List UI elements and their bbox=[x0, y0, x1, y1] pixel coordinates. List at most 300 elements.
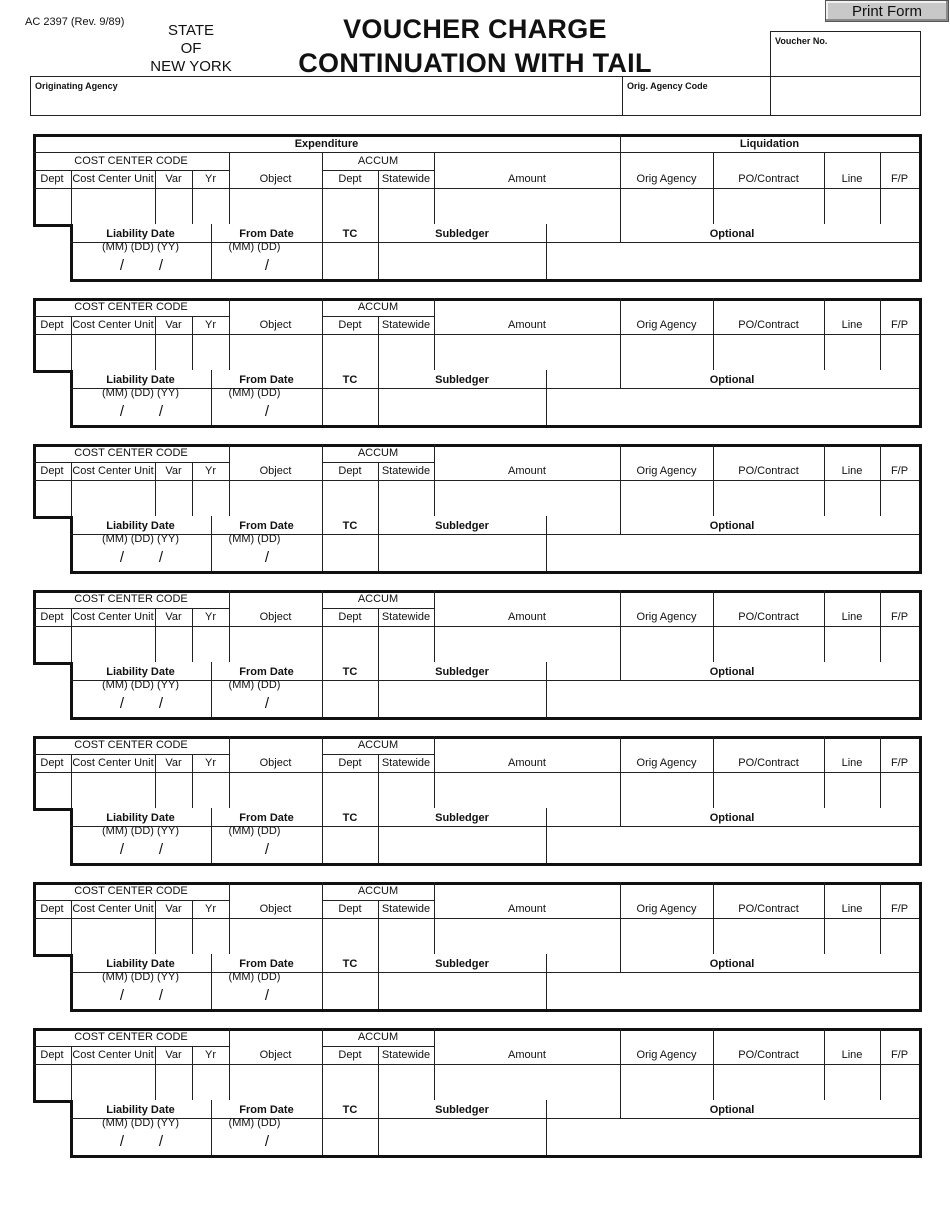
optional-input[interactable] bbox=[547, 681, 919, 717]
yr-input[interactable] bbox=[193, 189, 229, 224]
statewide-header: Statewide bbox=[381, 611, 431, 623]
object-input[interactable] bbox=[230, 773, 322, 808]
entry-bottom-border bbox=[70, 279, 922, 282]
dept-input[interactable] bbox=[34, 335, 71, 370]
subledger-label: Subledger bbox=[435, 812, 489, 824]
yr-input[interactable] bbox=[193, 627, 229, 662]
tc-input[interactable] bbox=[323, 681, 378, 717]
cost-center-unit-header: Cost Center Unit bbox=[72, 173, 154, 185]
object-header: Object bbox=[259, 173, 292, 185]
subledger-input[interactable] bbox=[379, 1119, 546, 1155]
amount-input[interactable] bbox=[435, 919, 620, 954]
amount-header: Amount bbox=[508, 1049, 546, 1061]
date-separator: / bbox=[119, 403, 125, 420]
accum-dept-input[interactable] bbox=[323, 335, 378, 370]
var-input[interactable] bbox=[156, 773, 192, 808]
orig-agency-header: Orig Agency bbox=[636, 319, 697, 331]
dept-header: Dept bbox=[40, 903, 64, 915]
line-header: Line bbox=[841, 611, 863, 623]
subledger-label: Subledger bbox=[435, 520, 489, 532]
po-contract-input[interactable] bbox=[714, 919, 824, 954]
line-input[interactable] bbox=[825, 773, 880, 808]
entry-bottom-border bbox=[70, 1009, 922, 1012]
amount-input[interactable] bbox=[435, 481, 620, 516]
optional-label: Optional bbox=[709, 666, 755, 678]
tail-divider bbox=[620, 808, 621, 826]
object-input[interactable] bbox=[230, 919, 322, 954]
tail-divider bbox=[620, 516, 621, 534]
tail-divider bbox=[620, 370, 621, 388]
from-date-label: From Date bbox=[239, 958, 294, 970]
amount-input[interactable] bbox=[435, 627, 620, 662]
yr-input[interactable] bbox=[193, 335, 229, 370]
liability-date-format: (MM) (DD) (YY) bbox=[102, 533, 179, 545]
cost-center-unit-input[interactable] bbox=[72, 1065, 155, 1100]
orig-agency-input[interactable] bbox=[621, 627, 713, 662]
date-separator: / bbox=[119, 841, 125, 858]
state-line-2: OF bbox=[180, 40, 202, 57]
date-separator: / bbox=[158, 403, 164, 420]
object-input[interactable] bbox=[230, 189, 322, 224]
amount-header: Amount bbox=[508, 757, 546, 769]
entry-notch-border bbox=[33, 516, 73, 519]
statewide-input[interactable] bbox=[379, 189, 434, 224]
cost-center-code-label: COST CENTER CODE bbox=[74, 739, 188, 751]
entry-right-border bbox=[919, 1028, 922, 1158]
from-date-input[interactable] bbox=[212, 838, 322, 863]
date-separator: / bbox=[158, 841, 164, 858]
po-contract-header: PO/Contract bbox=[738, 465, 799, 477]
date-separator: / bbox=[158, 695, 164, 712]
from-date-format: (MM) (DD) bbox=[228, 533, 281, 545]
subledger-input[interactable] bbox=[379, 535, 546, 571]
fp-input[interactable] bbox=[881, 189, 919, 224]
liability-date-label: Liability Date bbox=[106, 520, 175, 532]
var-input[interactable] bbox=[156, 919, 192, 954]
object-header: Object bbox=[259, 465, 292, 477]
fp-header: F/P bbox=[890, 611, 909, 623]
from-date-format: (MM) (DD) bbox=[228, 825, 281, 837]
fp-input[interactable] bbox=[881, 481, 919, 516]
liability-date-format: (MM) (DD) (YY) bbox=[102, 825, 179, 837]
amount-input[interactable] bbox=[435, 773, 620, 808]
subledger-input[interactable] bbox=[379, 389, 546, 425]
entry-bottom-border bbox=[70, 863, 922, 866]
liquidation-header: Liquidation bbox=[739, 138, 800, 150]
tc-input[interactable] bbox=[323, 389, 378, 425]
entry-notch-border bbox=[33, 370, 73, 373]
tc-input[interactable] bbox=[323, 827, 378, 863]
line-input[interactable] bbox=[825, 189, 880, 224]
originating-agency-field[interactable] bbox=[30, 76, 623, 116]
yr-input[interactable] bbox=[193, 481, 229, 516]
from-date-label: From Date bbox=[239, 520, 294, 532]
originating-agency-label: Originating Agency bbox=[35, 81, 118, 91]
yr-input[interactable] bbox=[193, 919, 229, 954]
accum-label: ACCUM bbox=[357, 447, 399, 459]
object-input[interactable] bbox=[230, 481, 322, 516]
accum-dept-header: Dept bbox=[338, 465, 362, 477]
liability-date-input[interactable] bbox=[72, 984, 211, 1009]
statewide-header: Statewide bbox=[381, 757, 431, 769]
po-contract-header: PO/Contract bbox=[738, 173, 799, 185]
po-contract-input[interactable] bbox=[714, 773, 824, 808]
accum-dept-header: Dept bbox=[338, 1049, 362, 1061]
from-date-label: From Date bbox=[239, 1104, 294, 1116]
cost-center-unit-header: Cost Center Unit bbox=[72, 465, 154, 477]
line-input[interactable] bbox=[825, 481, 880, 516]
statewide-input[interactable] bbox=[379, 627, 434, 662]
orig-agency-input[interactable] bbox=[621, 1065, 713, 1100]
po-contract-input[interactable] bbox=[714, 627, 824, 662]
subledger-input[interactable] bbox=[379, 243, 546, 279]
voucher-no-field[interactable] bbox=[770, 31, 921, 77]
fp-header: F/P bbox=[890, 757, 909, 769]
cost-center-subline bbox=[33, 462, 229, 463]
po-contract-header: PO/Contract bbox=[738, 1049, 799, 1061]
cost-center-unit-header: Cost Center Unit bbox=[72, 319, 154, 331]
liability-date-format: (MM) (DD) (YY) bbox=[102, 679, 179, 691]
liability-date-input[interactable] bbox=[72, 546, 211, 571]
liability-date-input[interactable] bbox=[72, 838, 211, 863]
accum-dept-input[interactable] bbox=[323, 189, 378, 224]
dept-header: Dept bbox=[40, 319, 64, 331]
fp-header: F/P bbox=[890, 173, 909, 185]
orig-agency-header: Orig Agency bbox=[636, 757, 697, 769]
object-input[interactable] bbox=[230, 1065, 322, 1100]
dept-input[interactable] bbox=[34, 627, 71, 662]
tc-label: TC bbox=[342, 812, 358, 824]
line-input[interactable] bbox=[825, 335, 880, 370]
fp-header: F/P bbox=[890, 903, 909, 915]
var-header: Var bbox=[165, 173, 182, 185]
subledger-input[interactable] bbox=[379, 973, 546, 1009]
po-contract-input[interactable] bbox=[714, 1065, 824, 1100]
dept-header: Dept bbox=[40, 465, 64, 477]
orig-agency-input[interactable] bbox=[621, 189, 713, 224]
optional-label: Optional bbox=[709, 958, 755, 970]
accum-dept-header: Dept bbox=[338, 757, 362, 769]
po-contract-header: PO/Contract bbox=[738, 611, 799, 623]
liability-date-label: Liability Date bbox=[106, 958, 175, 970]
var-header: Var bbox=[165, 319, 182, 331]
statewide-header: Statewide bbox=[381, 1049, 431, 1061]
yr-header: Yr bbox=[205, 1049, 216, 1061]
cost-center-unit-header: Cost Center Unit bbox=[72, 611, 154, 623]
yr-input[interactable] bbox=[193, 773, 229, 808]
date-separator: / bbox=[264, 987, 270, 1004]
from-date-label: From Date bbox=[239, 228, 294, 240]
entry-bottom-border bbox=[70, 571, 922, 574]
date-separator: / bbox=[158, 987, 164, 1004]
amount-header: Amount bbox=[508, 465, 546, 477]
yr-header: Yr bbox=[205, 319, 216, 331]
amount-input[interactable] bbox=[435, 335, 620, 370]
liability-date-format: (MM) (DD) (YY) bbox=[102, 971, 179, 983]
statewide-input[interactable] bbox=[379, 481, 434, 516]
object-header: Object bbox=[259, 319, 292, 331]
liability-date-label: Liability Date bbox=[106, 228, 175, 240]
statewide-header: Statewide bbox=[381, 173, 431, 185]
accum-dept-header: Dept bbox=[338, 903, 362, 915]
cost-center-unit-input[interactable] bbox=[72, 481, 155, 516]
dept-input[interactable] bbox=[34, 189, 71, 224]
object-input[interactable] bbox=[230, 335, 322, 370]
cost-center-unit-header: Cost Center Unit bbox=[72, 1049, 154, 1061]
cost-center-unit-input[interactable] bbox=[72, 919, 155, 954]
from-date-input[interactable] bbox=[212, 1130, 322, 1155]
var-header: Var bbox=[165, 465, 182, 477]
tc-input[interactable] bbox=[323, 535, 378, 571]
accum-label: ACCUM bbox=[357, 155, 399, 167]
cost-center-subline bbox=[33, 316, 229, 317]
dept-input[interactable] bbox=[34, 481, 71, 516]
fp-header: F/P bbox=[890, 465, 909, 477]
var-input[interactable] bbox=[156, 335, 192, 370]
po-contract-header: PO/Contract bbox=[738, 903, 799, 915]
fp-input[interactable] bbox=[881, 627, 919, 662]
from-date-input[interactable] bbox=[212, 692, 322, 717]
subledger-input[interactable] bbox=[379, 827, 546, 863]
accum-dept-input[interactable] bbox=[323, 627, 378, 662]
yr-header: Yr bbox=[205, 465, 216, 477]
from-date-input[interactable] bbox=[212, 984, 322, 1009]
subledger-input[interactable] bbox=[379, 681, 546, 717]
cost-center-unit-input[interactable] bbox=[72, 189, 155, 224]
tc-input[interactable] bbox=[323, 243, 378, 279]
from-date-format: (MM) (DD) bbox=[228, 971, 281, 983]
date-separator: / bbox=[264, 257, 270, 274]
fp-input[interactable] bbox=[881, 1065, 919, 1100]
subledger-label: Subledger bbox=[435, 666, 489, 678]
orig-agency-header: Orig Agency bbox=[636, 611, 697, 623]
po-contract-header: PO/Contract bbox=[738, 757, 799, 769]
from-date-label: From Date bbox=[239, 666, 294, 678]
tc-label: TC bbox=[342, 958, 358, 970]
entry-notch-border bbox=[33, 808, 73, 811]
voucher-no-field-lower[interactable] bbox=[770, 76, 921, 116]
line-header: Line bbox=[841, 903, 863, 915]
cost-center-code-label: COST CENTER CODE bbox=[74, 885, 188, 897]
accum-dept-header: Dept bbox=[338, 611, 362, 623]
var-input[interactable] bbox=[156, 481, 192, 516]
dept-header: Dept bbox=[40, 1049, 64, 1061]
cost-center-unit-input[interactable] bbox=[72, 627, 155, 662]
state-line-1: STATE bbox=[167, 22, 215, 39]
accum-label: ACCUM bbox=[357, 593, 399, 605]
var-header: Var bbox=[165, 757, 182, 769]
tc-label: TC bbox=[342, 520, 358, 532]
form-number: AC 2397 (Rev. 9/89) bbox=[25, 16, 125, 28]
entry-bottom-border bbox=[70, 425, 922, 428]
liability-date-label: Liability Date bbox=[106, 1104, 175, 1116]
accum-dept-header: Dept bbox=[338, 319, 362, 331]
orig-agency-code-label: Orig. Agency Code bbox=[627, 81, 708, 91]
from-date-input[interactable] bbox=[212, 546, 322, 571]
statewide-header: Statewide bbox=[381, 319, 431, 331]
fp-input[interactable] bbox=[881, 773, 919, 808]
po-contract-input[interactable] bbox=[714, 481, 824, 516]
object-header: Object bbox=[259, 1049, 292, 1061]
accum-label: ACCUM bbox=[357, 739, 399, 751]
from-date-format: (MM) (DD) bbox=[228, 387, 281, 399]
tc-input[interactable] bbox=[323, 973, 378, 1009]
optional-input[interactable] bbox=[547, 973, 919, 1009]
date-separator: / bbox=[119, 987, 125, 1004]
fp-input[interactable] bbox=[881, 335, 919, 370]
yr-header: Yr bbox=[205, 903, 216, 915]
tc-label: TC bbox=[342, 1104, 358, 1116]
tc-label: TC bbox=[342, 228, 358, 240]
from-date-label: From Date bbox=[239, 812, 294, 824]
optional-label: Optional bbox=[709, 228, 755, 240]
accum-label: ACCUM bbox=[357, 1031, 399, 1043]
from-date-label: From Date bbox=[239, 374, 294, 386]
object-header: Object bbox=[259, 611, 292, 623]
cost-center-subline bbox=[33, 754, 229, 755]
fp-header: F/P bbox=[890, 1049, 909, 1061]
orig-agency-input[interactable] bbox=[621, 919, 713, 954]
object-input[interactable] bbox=[230, 627, 322, 662]
liability-date-input[interactable] bbox=[72, 1130, 211, 1155]
optional-label: Optional bbox=[709, 812, 755, 824]
optional-input[interactable] bbox=[547, 827, 919, 863]
orig-agency-header: Orig Agency bbox=[636, 1049, 697, 1061]
entry-notch-border bbox=[33, 954, 73, 957]
accum-dept-input[interactable] bbox=[323, 773, 378, 808]
tail-divider bbox=[620, 224, 621, 242]
var-input[interactable] bbox=[156, 1065, 192, 1100]
form-title bbox=[270, 12, 680, 80]
statewide-input[interactable] bbox=[379, 1065, 434, 1100]
statewide-input[interactable] bbox=[379, 773, 434, 808]
object-header: Object bbox=[259, 757, 292, 769]
statewide-input[interactable] bbox=[379, 335, 434, 370]
var-header: Var bbox=[165, 1049, 182, 1061]
dept-input[interactable] bbox=[34, 919, 71, 954]
dept-input[interactable] bbox=[34, 1065, 71, 1100]
var-header: Var bbox=[165, 903, 182, 915]
orig-agency-header: Orig Agency bbox=[636, 903, 697, 915]
cost-center-subline bbox=[33, 170, 229, 171]
voucher-no-label: Voucher No. bbox=[775, 36, 828, 46]
orig-agency-input[interactable] bbox=[621, 481, 713, 516]
dept-header: Dept bbox=[40, 173, 64, 185]
amount-header: Amount bbox=[508, 173, 546, 185]
optional-input[interactable] bbox=[547, 389, 919, 425]
from-date-format: (MM) (DD) bbox=[228, 679, 281, 691]
date-separator: / bbox=[264, 403, 270, 420]
cost-center-subline bbox=[33, 1046, 229, 1047]
accum-dept-input[interactable] bbox=[323, 919, 378, 954]
subledger-label: Subledger bbox=[435, 228, 489, 240]
date-separator: / bbox=[119, 257, 125, 274]
dept-input[interactable] bbox=[34, 773, 71, 808]
cost-center-unit-input[interactable] bbox=[72, 335, 155, 370]
optional-input[interactable] bbox=[547, 535, 919, 571]
amount-input[interactable] bbox=[435, 1065, 620, 1100]
line-header: Line bbox=[841, 1049, 863, 1061]
liability-date-format: (MM) (DD) (YY) bbox=[102, 1117, 179, 1129]
yr-header: Yr bbox=[205, 173, 216, 185]
orig-agency-header: Orig Agency bbox=[636, 173, 697, 185]
dept-header: Dept bbox=[40, 757, 64, 769]
tc-label: TC bbox=[342, 374, 358, 386]
tail-divider bbox=[620, 662, 621, 680]
entry-right-border bbox=[919, 298, 922, 428]
accum-label: ACCUM bbox=[357, 885, 399, 897]
amount-header: Amount bbox=[508, 903, 546, 915]
object-header: Object bbox=[259, 903, 292, 915]
cost-center-code-label: COST CENTER CODE bbox=[74, 593, 188, 605]
orig-agency-code-field[interactable] bbox=[622, 76, 771, 116]
line-input[interactable] bbox=[825, 1065, 880, 1100]
optional-input[interactable] bbox=[547, 243, 919, 279]
title-line-1: VOUCHER CHARGE bbox=[343, 14, 607, 44]
optional-label: Optional bbox=[709, 520, 755, 532]
cost-center-unit-input[interactable] bbox=[72, 773, 155, 808]
line-input[interactable] bbox=[825, 919, 880, 954]
entry-notch-border bbox=[33, 662, 73, 665]
tc-input[interactable] bbox=[323, 1119, 378, 1155]
po-contract-header: PO/Contract bbox=[738, 319, 799, 331]
dept-header: Dept bbox=[40, 611, 64, 623]
from-date-format: (MM) (DD) bbox=[228, 241, 281, 253]
optional-input[interactable] bbox=[547, 1119, 919, 1155]
from-date-input[interactable] bbox=[212, 254, 322, 279]
cost-center-subline bbox=[33, 900, 229, 901]
po-contract-input[interactable] bbox=[714, 189, 824, 224]
cost-center-unit-header: Cost Center Unit bbox=[72, 903, 154, 915]
fp-input[interactable] bbox=[881, 919, 919, 954]
date-separator: / bbox=[264, 695, 270, 712]
date-separator: / bbox=[158, 257, 164, 274]
line-header: Line bbox=[841, 173, 863, 185]
fp-header: F/P bbox=[890, 319, 909, 331]
print-form-button[interactable]: Print Form bbox=[825, 0, 949, 22]
po-contract-input[interactable] bbox=[714, 335, 824, 370]
expenditure-header: Expenditure bbox=[294, 138, 359, 150]
date-separator: / bbox=[264, 841, 270, 858]
cost-center-code-label: COST CENTER CODE bbox=[74, 447, 188, 459]
statewide-header: Statewide bbox=[381, 903, 431, 915]
entry-right-border bbox=[919, 444, 922, 574]
statewide-input[interactable] bbox=[379, 919, 434, 954]
liability-date-input[interactable] bbox=[72, 400, 211, 425]
line-input[interactable] bbox=[825, 627, 880, 662]
entry-notch-border bbox=[33, 224, 73, 227]
yr-input[interactable] bbox=[193, 1065, 229, 1100]
tail-divider bbox=[620, 954, 621, 972]
accum-dept-input[interactable] bbox=[323, 481, 378, 516]
from-date-input[interactable] bbox=[212, 400, 322, 425]
orig-agency-input[interactable] bbox=[621, 335, 713, 370]
accum-dept-input[interactable] bbox=[323, 1065, 378, 1100]
subledger-label: Subledger bbox=[435, 1104, 489, 1116]
var-input[interactable] bbox=[156, 627, 192, 662]
tail-divider bbox=[620, 1100, 621, 1118]
orig-agency-header: Orig Agency bbox=[636, 465, 697, 477]
orig-agency-input[interactable] bbox=[621, 773, 713, 808]
yr-header: Yr bbox=[205, 611, 216, 623]
amount-input[interactable] bbox=[435, 189, 620, 224]
liability-date-input[interactable] bbox=[72, 692, 211, 717]
line-header: Line bbox=[841, 319, 863, 331]
entry-notch-border bbox=[33, 1100, 73, 1103]
liability-date-input[interactable] bbox=[72, 254, 211, 279]
var-input[interactable] bbox=[156, 189, 192, 224]
state-line-3: NEW YORK bbox=[150, 58, 232, 75]
